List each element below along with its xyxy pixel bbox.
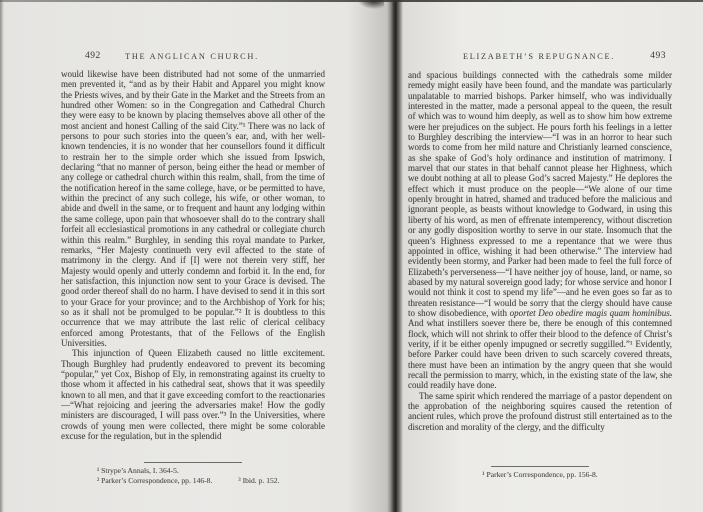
left-footnote-rule [144,462,242,463]
right-page-footnotes [408,466,672,480]
footnote: ¹ Strype’s Annals, I. 364-5. [97,466,179,475]
right-page-number: 493 [650,51,666,61]
scan-top-edge [0,0,703,2]
footnote: ³ Ibid. p. 152. [238,475,280,485]
left-running-head-title: THE ANGLICAN CHURCH. [125,52,259,61]
left-page-number: 492 [85,51,101,61]
footnote: ² Parker’s Correspondence, pp. 146-8. [97,475,213,485]
footnote: ¹ Parker’s Correspondence, pp. 156-8. [482,470,598,479]
left-running-head [61,52,323,61]
footnote-row [61,476,325,486]
left-page-body: would likewise have been distributed had not some of the unmarried men prevented it, “and as by their Habit and Apparel you might know the Priests wives, and by their Gate in the Market and the Streets from an hundred other Women: so in the Congregation and Cathedral Church they were easy to be known by placing themselves above all other of the most ancient and honest Calling of the said City.”¹ There was no lack of persons to pour such stories into the queen’s ear, and, with her well-known tendencies, it is no wonder that her counsellors found it difficult to restrain her to the simple order which she issued from Ipswich, declaring “that no manner of person, being either the head or member of any college or cathedral church within this realm, shall, from the time of the notification hereof in the same college, have, or be permitted to have, within the precinct of any such college, his wife, or other woman, to abide and dwell in the same, or to frequent and haunt any lodging within the same college, upon pain that whosoever shall do to the contrary shall forfeit all ecclesiastical promotions in any cathedral or collegiate church within this realm.” Burghley, in sending this royal mandate to Parker, remarks, “Her Majesty continueth very evil affected to the state of matrimony in the clergy. And if [I] were not therein very stiff, her Majesty would openly and utterly condemn and forbid it. In the end, for her satisfaction, this injunction now sent to your Grace is devised. The good order thereof shall do no harm. I have devised to send it in this sort to your Grace for your province; and to the Archbishop of York for his; so as it shall not be promulged to be popular.”² It is doubtless to this occurrence that we may attribute the last relic of clerical celibacy enforced among Protestants, that of the Fellows of the English Universities. This injunction of Queen Elizabeth caused no little excitement. Though Burghley had prudently endeavored to prevent its becoming “popular,” yet Cox, Bishop of Ely, in remonstrating against its cruelty to those whom it affected in his cathedral seat, shows that it was speedily known to all men, and that it gave exceeding comfort to the reactionaries—“What rejoicing and jeering the adversaries make! How the godly ministers are discouraged, I will pass over.”³ In the Universities, where crowds of young men were collected, there might be some colorable excuse for the regulation, but in the splendid [61,69,325,442]
left-page-footnotes [61,462,325,485]
right-running-head-title: ELIZABETH’S REPUGNANCE. [462,52,616,61]
book-gutter-shadow [387,0,403,512]
right-footnote-rule [491,466,589,467]
scan-left-edge [0,0,4,512]
right-running-head [408,52,670,61]
right-page-body: and spacious buildings connected with the cathedrals some milder remedy might easily have been found, and the mandate was particularly unpalatable to married bishops. Parker himself, who was individually interested in the matter, made a personal appeal to the queen, the result of which was to wound him deeply, as well as to show him how extreme were her prejudices on the subject. He pours forth his feelings in a letter to Burghley describing the interview—“I was in an horror to hear such words to come from her mild nature and Christianly learned conscience, as she spake of God’s holy ordinance and institution of matrimony. I marvel that our states in that behalf cannot please her Highness, which we doubt nothing at all to please God’s sacred Majesty.” He deplores the effect which it must produce on the people—“We alone of our time openly brought in hatred, shamed and traduced before the malicious and ignorant people, as beasts without knowledge to Godward, in using this liberty of his word, as men of effrenate intemperency, without discretion or any godly disposition worthy to serve in our state. Insomuch that the queen’s Highness expressed to me a repentance that we were thus appointed in office, wishing it had been otherwise.” The interview had evidently been stormy, and Parker had been made to feel the full force of Elizabeth’s perverseness—“I have neither joy of house, land, or name, so abased by my natural sovereign good lady; for whose service and honor I would not think it cost to spend my life”—and he even goes so far as to threaten resistance—“I would be sorry that the clergy should have cause to show disobedience, with oportet Deo obedire magis quam hominibus. And what instillers soever there be, there be enough of this contemned flock, which will not shrink to offer their blood to the defence of Christ’s verity, if it be either openly impugned or secretly suggilled.”¹ Evidently, before Parker could have been driven to such scarcely covered threats, there must have been an intimation by the angry queen that she would recall the permission to marry, which, in the existing state of the law, she could readily have done. The same spirit which rendered the marriage of a pastor dependent on the approbation of the neighboring squires caused the retention of ancient rules, which prove the profound distrust still entertained as to the discretion and morality of the clergy, and the difficulty [408,70,672,432]
